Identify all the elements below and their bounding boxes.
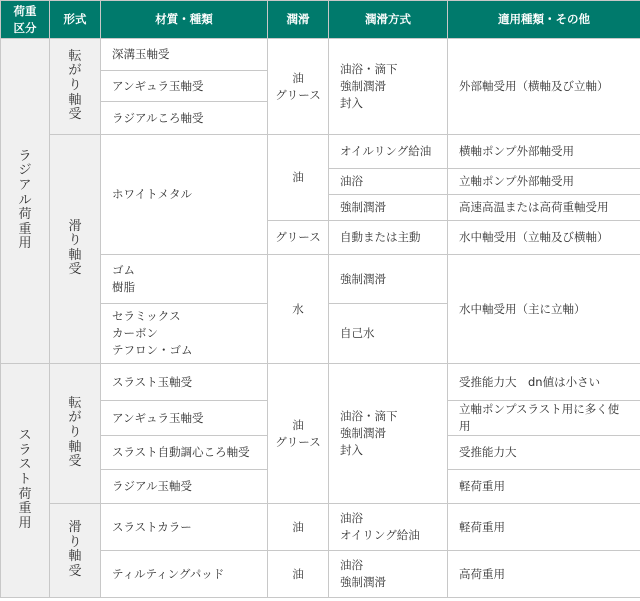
table-cell: アンギュラ玉軸受	[101, 71, 268, 102]
table-cell: ゴム 樹脂	[101, 255, 268, 304]
header-form: 形式	[50, 1, 101, 39]
header-lubrication: 潤滑	[268, 1, 329, 39]
table-cell: 自己水	[329, 304, 448, 364]
table-cell: ホワイトメタル	[101, 135, 268, 255]
table-row	[1, 39, 640, 71]
table-cell: 立軸ポンプスラスト用に多く使用	[448, 401, 640, 436]
table-cell: スラストカラー	[101, 504, 268, 551]
table-cell: スラスト自動調心ころ軸受	[101, 436, 268, 470]
table-cell: 油	[268, 135, 329, 221]
table-row	[1, 135, 640, 169]
table-cell: 横軸ポンプ外部軸受用	[448, 135, 640, 169]
header-load-class: 荷重 区分	[1, 1, 50, 39]
table-cell: 油	[268, 504, 329, 551]
table-cell: 油浴・滴下 強制潤滑 封入	[329, 364, 448, 504]
thrust-load-label: スラスト荷重用	[1, 364, 50, 598]
table-cell: ティルティングパッド	[101, 551, 268, 598]
table-cell: 強制潤滑	[329, 195, 448, 221]
table-cell: 深溝玉軸受	[101, 39, 268, 71]
header-material-type: 材質・種類	[101, 1, 268, 39]
radial-sliding-label: 滑り軸受	[50, 135, 101, 364]
table-cell: 外部軸受用（横軸及び立軸）	[448, 39, 640, 135]
table-cell: アンギュラ玉軸受	[101, 401, 268, 436]
table-cell: 油 グリース	[268, 364, 329, 504]
table-cell: 油	[268, 551, 329, 598]
table-cell: 油浴 オイリング給油	[329, 504, 448, 551]
table-cell: 自動または主動	[329, 221, 448, 255]
table-cell: ラジアル玉軸受	[101, 470, 268, 504]
table-cell: セラミックス カーボン テフロン・ゴム	[101, 304, 268, 364]
header-row	[1, 1, 640, 39]
table-cell: 立軸ポンプ外部軸受用	[448, 169, 640, 195]
table-cell: 油浴	[329, 169, 448, 195]
table-cell: 受推能力大 dn値は小さい	[448, 364, 640, 401]
table-cell: 水	[268, 255, 329, 364]
radial-rolling-label: 転がり軸受	[50, 39, 101, 135]
table-cell: 高速高温または高荷重軸受用	[448, 195, 640, 221]
table-cell: ラジアルころ軸受	[101, 102, 268, 135]
thrust-rolling-label: 転がり軸受	[50, 364, 101, 504]
table-cell: 水中軸受用（立軸及び横軸）	[448, 221, 640, 255]
table-cell: 受推能力大	[448, 436, 640, 470]
table-cell: 軽荷重用	[448, 470, 640, 504]
table-cell: スラスト玉軸受	[101, 364, 268, 401]
table-cell: オイルリング給油	[329, 135, 448, 169]
header-lub-method: 潤滑方式	[329, 1, 448, 39]
table-cell: 油浴・滴下 強制潤滑 封入	[329, 39, 448, 135]
table-row	[1, 364, 640, 401]
table-cell: 油 グリース	[268, 39, 329, 135]
table-row	[1, 504, 640, 551]
table-cell: 油浴 強制潤滑	[329, 551, 448, 598]
header-application: 適用種類・その他	[448, 1, 640, 39]
table-cell: 軽荷重用	[448, 504, 640, 551]
thrust-sliding-label: 滑り軸受	[50, 504, 101, 598]
table-cell: グリース	[268, 221, 329, 255]
radial-load-label: ラジアル荷重用	[1, 39, 50, 364]
table-cell: 水中軸受用（主に立軸）	[448, 255, 640, 364]
table-cell: 高荷重用	[448, 551, 640, 598]
table-cell: 強制潤滑	[329, 255, 448, 304]
